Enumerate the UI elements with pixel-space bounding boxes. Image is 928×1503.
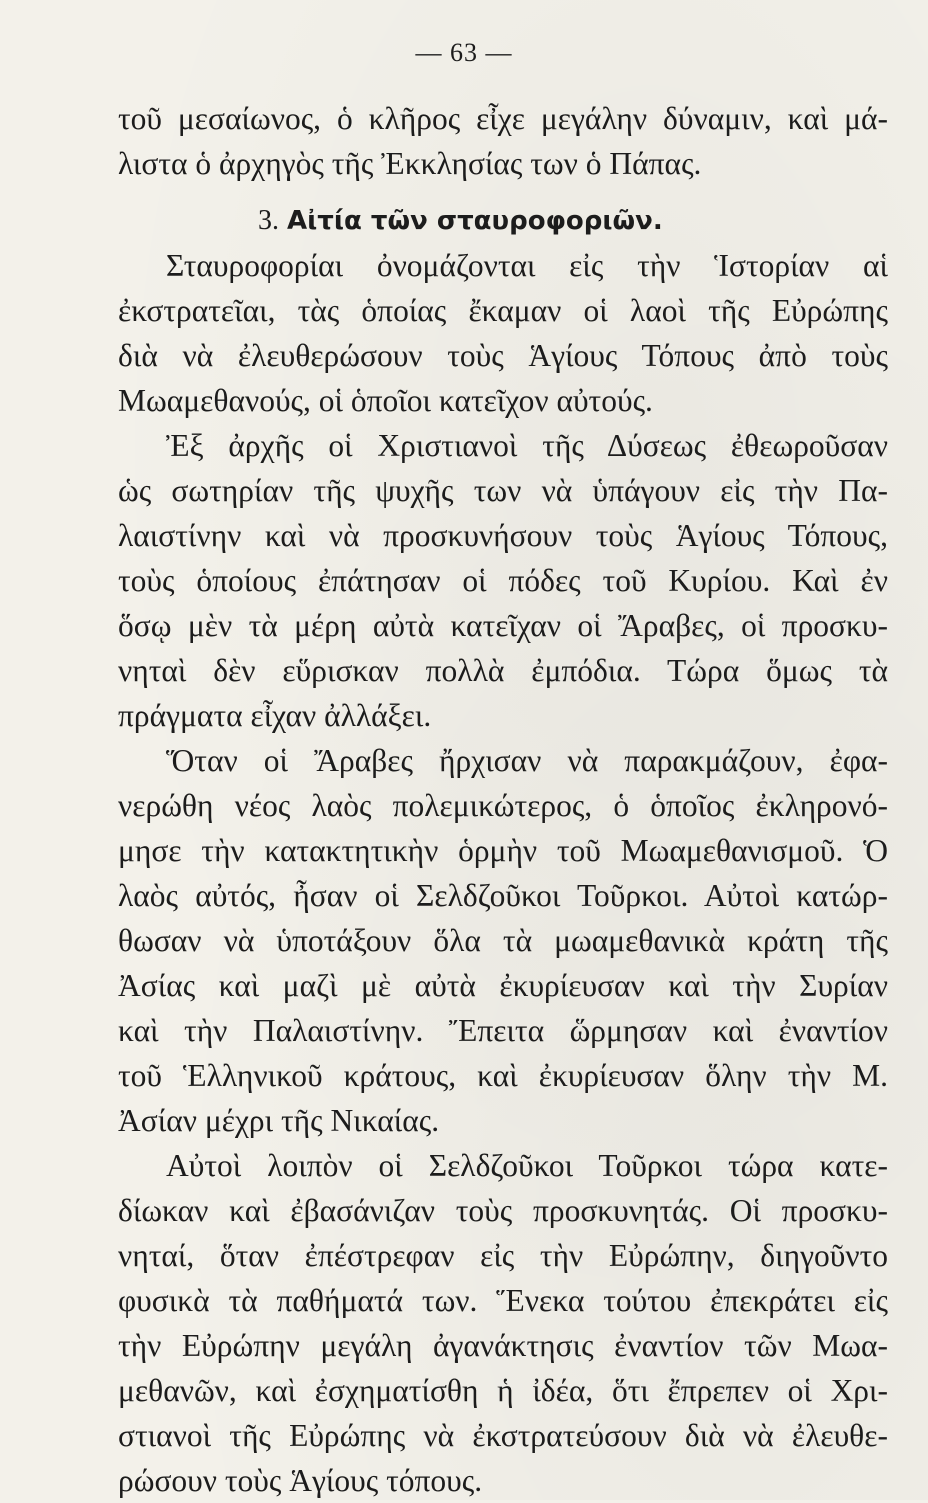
text-line: τὴν Εὐρώπην μεγάλη ἀγανάκτησις ἐναντίον τῶν Μωα- [118, 1328, 888, 1363]
page-body [118, 96, 888, 1503]
text-line: Μωαμεθανούς, οἱ ὁποῖοι κατεῖχον αὐτούς. [118, 383, 653, 418]
page-number: — 63 — [415, 38, 513, 67]
text-line: τοῦ μεσαίωνος, ὁ κλῆρος εἶχε μεγάλην δύναμιν, καὶ μά- [118, 101, 888, 136]
text-line: στιανοὶ τῆς Εὐρώπης νὰ ἐκστρατεύσουν διὰ νὰ ἐλευθε- [118, 1418, 888, 1453]
text-line: Ἀσίαν μέχρι τῆς Νικαίας. [118, 1103, 440, 1138]
section-number: 3. [258, 205, 279, 236]
text-line: Ἐξ ἀρχῆς οἱ Χριστιανοὶ τῆς Δύσεως ἐθεωροῦσαν [166, 428, 888, 463]
text-line: τοῦ Ἑλληνικοῦ κράτους, καὶ ἐκυρίευσαν ὅλην τὴν Μ. [118, 1058, 888, 1093]
text-line: ἐκστρατεῖαι, τὰς ὁποίας ἔκαμαν οἱ λαοὶ τῆς Εὐρώπης [118, 293, 888, 328]
text-line: Ἀσίας καὶ μαζὶ μὲ αὐτὰ ἐκυρίευσαν καὶ τὴν Συρίαν [118, 968, 888, 1003]
text-line: λαὸς αὐτός, ἦσαν οἱ Σελδζοῦκοι Τοῦρκοι. Αὐτοὶ κατώρ- [118, 878, 888, 913]
text-line: Αὐτοὶ λοιπὸν οἱ Σελδζοῦκοι Τοῦρκοι τώρα κατε- [166, 1148, 888, 1183]
text-line: νηταί, ὅταν ἐπέστρεφαν εἰς τὴν Εὐρώπην, διηγοῦντο [118, 1238, 888, 1273]
text-line: καὶ τὴν Παλαιστίνην. Ἔπειτα ὥρμησαν καὶ ἐναντίον [118, 1013, 888, 1048]
text-line: νηταὶ δὲν εὕρισκαν πολλὰ ἐμπόδια. Τώρα ὅμως τὰ [118, 653, 888, 688]
text-line: πράγματα εἶχαν ἀλλάξει. [118, 698, 432, 733]
text-line: φυσικὰ τὰ παθήματά των. Ἕνεκα τούτου ἐπεκράτει εἰς [118, 1283, 888, 1318]
text-line: μεθανῶν, καὶ ἐσχηματίσθη ἡ ἰδέα, ὅτι ἔπρεπεν οἱ Χρι- [118, 1373, 888, 1408]
text-line: ρώσουν τοὺς Ἁγίους τόπους. [118, 1463, 483, 1498]
text-line: διὰ νὰ ἐλευθερώσουν τοὺς Ἁγίους Τόπους ἀπὸ τοὺς [118, 338, 888, 373]
text-line: νερώθη νέος λαὸς πολεμικώτερος, ὁ ὁποῖος ἐκληρονό- [118, 788, 888, 823]
text-line: θωσαν νὰ ὑποτάξουν ὅλα τὰ μωαμεθανικὰ κράτη τῆς [118, 923, 888, 958]
section-heading [118, 198, 888, 243]
text-line: ὅσῳ μὲν τὰ μέρη αὐτὰ κατεῖχαν οἱ Ἄραβες, οἱ προσκυ- [118, 608, 888, 643]
text-line: δίωκαν καὶ ἐβασάνιζαν τοὺς προσκυνητάς. Οἱ προσκυ- [118, 1193, 888, 1228]
text-line: λαιστίνην καὶ νὰ προσκυνήσουν τοὺς Ἁγίους Τόπους, [118, 518, 888, 553]
text-line: τοὺς ὁποίους ἐπάτησαν οἱ πόδες τοῦ Κυρίου. Καὶ ἐν [118, 563, 888, 598]
text-line: Ὅταν οἱ Ἄραβες ἤρχισαν νὰ παρακμάζουν, ἐφα- [166, 743, 888, 778]
text-line: ὡς σωτηρίαν τῆς ψυχῆς των νὰ ὑπάγουν εἰς τὴν Πα- [118, 473, 888, 508]
text-line: λιστα ὁ ἀρχηγὸς τῆς Ἐκκλησίας των ὁ Πάπας. [118, 146, 702, 181]
section-title: Αἰτία τῶν σταυροφοριῶν. [287, 206, 663, 236]
text-line: μησε τὴν κατακτητικὴν ὁρμὴν τοῦ Μωαμεθανισμοῦ. Ὁ [118, 833, 888, 868]
text-line: Σταυροφορίαι ὀνομάζονται εἰς τὴν Ἱστορίαν αἱ [166, 248, 888, 283]
